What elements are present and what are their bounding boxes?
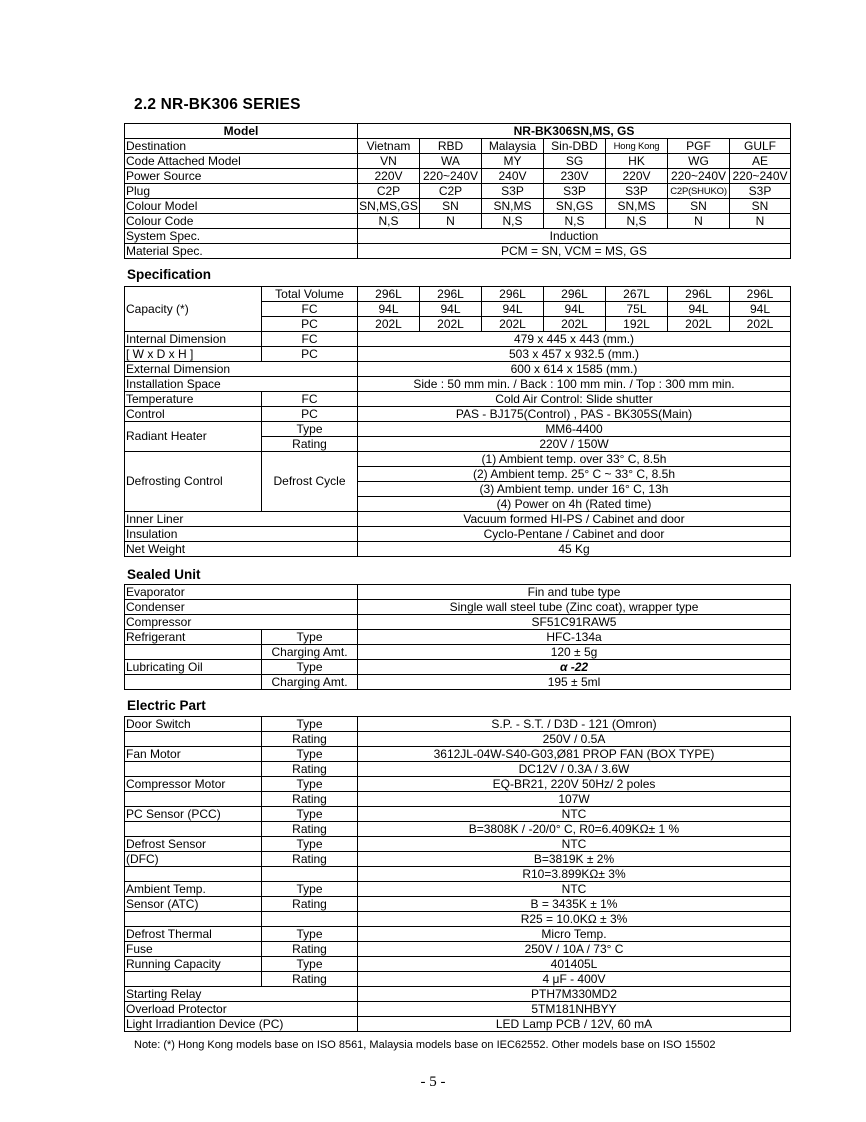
section-heading-specification: Specification bbox=[127, 267, 212, 282]
row-sublabel-empty bbox=[262, 912, 358, 927]
row-label: Light Irradiantion Device (PC) bbox=[125, 1017, 358, 1032]
row-value: Cyclo-Pentane / Cabinet and door bbox=[358, 527, 791, 542]
table-row bbox=[125, 630, 791, 645]
cell: 94L bbox=[420, 302, 482, 317]
row-value: 600 x 614 x 1585 (mm.) bbox=[358, 362, 791, 377]
cell: SN bbox=[730, 199, 791, 214]
row-label-empty bbox=[125, 912, 262, 927]
row-label: Defrosting Control bbox=[125, 452, 262, 512]
row-label: Fan Motor bbox=[125, 747, 262, 762]
row-value: (3) Ambient temp. under 16° C, 13h bbox=[358, 482, 791, 497]
row-value: 503 x 457 x 932.5 (mm.) bbox=[358, 347, 791, 362]
row-value: 401405L bbox=[358, 957, 791, 972]
row-value: 250V / 0.5A bbox=[358, 732, 791, 747]
row-label: Defrost Sensor bbox=[125, 837, 262, 852]
row-sublabel: Type bbox=[262, 717, 358, 732]
cell: 202L bbox=[420, 317, 482, 332]
electric-part-table bbox=[124, 716, 791, 1032]
table-row bbox=[125, 377, 791, 392]
row-label: Door Switch bbox=[125, 717, 262, 732]
row-value: SF51C91RAW5 bbox=[358, 615, 791, 630]
row-label-empty bbox=[125, 867, 262, 882]
cell: 202L bbox=[482, 317, 544, 332]
row-value: 120 ± 5g bbox=[358, 645, 791, 660]
table-row bbox=[125, 585, 791, 600]
cell: PGF bbox=[668, 139, 730, 154]
model-header-value: NR-BK306SN,MS, GS bbox=[358, 124, 791, 139]
row-value: R25 = 10.0KΩ ± 3% bbox=[358, 912, 791, 927]
cell: N bbox=[730, 214, 791, 229]
row-value: NTC bbox=[358, 807, 791, 822]
cell: 230V bbox=[544, 169, 606, 184]
table-row bbox=[125, 229, 791, 244]
row-sublabel: Type bbox=[262, 882, 358, 897]
cell: C2P bbox=[420, 184, 482, 199]
row-label: Colour Code bbox=[125, 214, 358, 229]
row-sublabel: Rating bbox=[262, 792, 358, 807]
row-sublabel: Rating bbox=[262, 822, 358, 837]
table-row bbox=[125, 762, 791, 777]
row-label: Installation Space bbox=[125, 377, 358, 392]
row-value: (1) Ambient temp. over 33° C, 8.5h bbox=[358, 452, 791, 467]
row-label: External Dimension bbox=[125, 362, 358, 377]
table-row bbox=[125, 987, 791, 1002]
row-sublabel: PC bbox=[262, 347, 358, 362]
cell: VN bbox=[358, 154, 420, 169]
cell: MY bbox=[482, 154, 544, 169]
cell: N,S bbox=[544, 214, 606, 229]
table-row bbox=[125, 942, 791, 957]
row-label: Capacity (*) bbox=[125, 287, 262, 332]
row-label: Power Source bbox=[125, 169, 358, 184]
cell: Hong Kong bbox=[606, 139, 668, 154]
cell: 94L bbox=[730, 302, 791, 317]
cell: N bbox=[668, 214, 730, 229]
row-sublabel: FC bbox=[262, 302, 358, 317]
cell: SN bbox=[668, 199, 730, 214]
cell: SN,GS bbox=[544, 199, 606, 214]
cell: 296L bbox=[668, 287, 730, 302]
row-value: 220V / 150W bbox=[358, 437, 791, 452]
cell: 202L bbox=[358, 317, 420, 332]
row-sublabel: Charging Amt. bbox=[262, 645, 358, 660]
row-value: LED Lamp PCB / 12V, 60 mA bbox=[358, 1017, 791, 1032]
table-row bbox=[125, 675, 791, 690]
table-row bbox=[125, 244, 791, 259]
table-row bbox=[125, 124, 791, 139]
row-value: Fin and tube type bbox=[358, 585, 791, 600]
specification-table bbox=[124, 286, 791, 557]
row-sublabel: Charging Amt. bbox=[262, 675, 358, 690]
row-value: Cold Air Control: Slide shutter bbox=[358, 392, 791, 407]
row-sublabel: Type bbox=[262, 747, 358, 762]
cell: 192L bbox=[606, 317, 668, 332]
row-label: Defrost Thermal bbox=[125, 927, 262, 942]
row-value: HFC-134a bbox=[358, 630, 791, 645]
row-label: Running Capacity bbox=[125, 957, 262, 972]
row-label: Compressor Motor bbox=[125, 777, 262, 792]
row-sublabel: Rating bbox=[262, 437, 358, 452]
table-row bbox=[125, 777, 791, 792]
row-sublabel: Type bbox=[262, 777, 358, 792]
row-label: Control bbox=[125, 407, 262, 422]
table-row bbox=[125, 139, 791, 154]
section-heading-electric-part: Electric Part bbox=[127, 698, 206, 713]
cell: RBD bbox=[420, 139, 482, 154]
row-label: PC Sensor (PCC) bbox=[125, 807, 262, 822]
cell: N,S bbox=[358, 214, 420, 229]
row-label: Lubricating Oil bbox=[125, 660, 262, 675]
row-sublabel: FC bbox=[262, 332, 358, 347]
row-value: 45 Kg bbox=[358, 542, 791, 557]
cell: 240V bbox=[482, 169, 544, 184]
row-sublabel: Rating bbox=[262, 762, 358, 777]
table-row bbox=[125, 732, 791, 747]
row-label: [ W x D x H ] bbox=[125, 347, 262, 362]
cell: N,S bbox=[606, 214, 668, 229]
page-number: - 5 - bbox=[420, 1074, 446, 1090]
cell: 220~240V bbox=[730, 169, 791, 184]
cell: SN,MS,GS bbox=[359, 198, 418, 213]
table-row bbox=[125, 407, 791, 422]
row-value: EQ-BR21, 220V 50Hz/ 2 poles bbox=[358, 777, 791, 792]
row-sublabel: FC bbox=[262, 392, 358, 407]
row-label-empty bbox=[125, 675, 262, 690]
table-row bbox=[125, 645, 791, 660]
row-label-empty bbox=[125, 645, 262, 660]
cell: 94L bbox=[544, 302, 606, 317]
cell: C2P(SHUKO) bbox=[668, 184, 730, 199]
row-label-empty bbox=[125, 972, 262, 987]
row-value: 4 μF - 400V bbox=[358, 972, 791, 987]
page-title: 2.2 NR-BK306 SERIES bbox=[134, 96, 301, 113]
row-label: Refrigerant bbox=[125, 630, 262, 645]
table-row bbox=[125, 927, 791, 942]
row-value: PAS - BJ175(Control) , PAS - BK305S(Main) bbox=[358, 407, 791, 422]
row-value: Vacuum formed HI-PS / Cabinet and door bbox=[358, 512, 791, 527]
table-row bbox=[125, 154, 791, 169]
row-label: Inner Liner bbox=[125, 512, 358, 527]
row-value: R10=3.899KΩ± 3% bbox=[358, 867, 791, 882]
cell: GULF bbox=[730, 139, 791, 154]
cell: 202L bbox=[730, 317, 791, 332]
row-sublabel: PC bbox=[262, 317, 358, 332]
cell: 220V bbox=[606, 169, 668, 184]
row-sublabel: Rating bbox=[262, 732, 358, 747]
cell: 75L bbox=[606, 302, 668, 317]
row-value: DC12V / 0.3A / 3.6W bbox=[358, 762, 791, 777]
row-sublabel: Type bbox=[262, 660, 358, 675]
table-row bbox=[125, 184, 791, 199]
table-row bbox=[125, 882, 791, 897]
table-row bbox=[125, 747, 791, 762]
row-label: Radiant Heater bbox=[125, 422, 262, 452]
row-value: 5TM181NHBYY bbox=[358, 1002, 791, 1017]
table-row bbox=[125, 600, 791, 615]
cell: SG bbox=[544, 154, 606, 169]
row-value: α -22 bbox=[358, 660, 791, 675]
cell: 296L bbox=[544, 287, 606, 302]
table-row bbox=[125, 807, 791, 822]
row-label: Overload Protector bbox=[125, 1002, 358, 1017]
row-label-empty bbox=[125, 732, 262, 747]
row-label: Starting Relay bbox=[125, 987, 358, 1002]
row-value: NTC bbox=[358, 882, 791, 897]
table-row bbox=[125, 347, 791, 362]
row-label-empty bbox=[125, 762, 262, 777]
row-value: PTH7M330MD2 bbox=[358, 987, 791, 1002]
cell: N,S bbox=[482, 214, 544, 229]
cell: Sin-DBD bbox=[544, 139, 606, 154]
row-sublabel: Type bbox=[262, 422, 358, 437]
table-row bbox=[125, 512, 791, 527]
row-value: 3612JL-04W-S40-G03,Ø81 PROP FAN (BOX TYPE) bbox=[358, 747, 791, 762]
cell: 220V bbox=[358, 169, 420, 184]
cell: Vietnam bbox=[358, 139, 420, 154]
row-label: Fuse bbox=[125, 942, 262, 957]
row-label: Insulation bbox=[125, 527, 358, 542]
row-sublabel: Rating bbox=[262, 852, 358, 867]
row-label: Sensor (ATC) bbox=[125, 897, 262, 912]
cell: 296L bbox=[482, 287, 544, 302]
row-value: PCM = SN, VCM = MS, GS bbox=[358, 244, 791, 259]
row-value: 250V / 10A / 73° C bbox=[358, 942, 791, 957]
cell: 94L bbox=[668, 302, 730, 317]
row-label-empty bbox=[125, 822, 262, 837]
cell: 202L bbox=[544, 317, 606, 332]
table-row bbox=[125, 912, 791, 927]
table-row bbox=[125, 660, 791, 675]
table-row bbox=[125, 199, 791, 214]
row-sublabel: PC bbox=[262, 407, 358, 422]
row-value: B=3819K ± 2% bbox=[358, 852, 791, 867]
row-label: Ambient Temp. bbox=[125, 882, 262, 897]
table-row bbox=[125, 527, 791, 542]
row-value: B=3808K / -20/0° C, R0=6.409KΩ± 1 % bbox=[358, 822, 791, 837]
row-sublabel: Type bbox=[262, 837, 358, 852]
cell: Malaysia bbox=[482, 139, 544, 154]
row-sublabel: Type bbox=[262, 630, 358, 645]
cell: HK bbox=[606, 154, 668, 169]
table-row bbox=[125, 452, 791, 467]
row-label: Colour Model bbox=[125, 199, 358, 214]
section-heading-sealed-unit: Sealed Unit bbox=[127, 567, 201, 582]
table-row bbox=[125, 615, 791, 630]
cell: 202L bbox=[668, 317, 730, 332]
cell: AE bbox=[730, 154, 791, 169]
row-sublabel: Defrost Cycle bbox=[262, 452, 358, 512]
cell: 94L bbox=[358, 302, 420, 317]
row-value: B = 3435K ± 1% bbox=[358, 897, 791, 912]
row-value: S.P. - S.T. / D3D - 121 (Omron) bbox=[358, 717, 791, 732]
row-sublabel: Type bbox=[262, 927, 358, 942]
table-row bbox=[125, 1017, 791, 1032]
row-sublabel: Rating bbox=[262, 942, 358, 957]
row-label: Internal Dimension bbox=[125, 332, 262, 347]
cell: 296L bbox=[420, 287, 482, 302]
cell: SN bbox=[420, 199, 482, 214]
table-row bbox=[125, 957, 791, 972]
row-sublabel: Type bbox=[262, 807, 358, 822]
row-value: Micro Temp. bbox=[358, 927, 791, 942]
table-row bbox=[125, 542, 791, 557]
row-value: 107W bbox=[358, 792, 791, 807]
row-label: Compressor bbox=[125, 615, 358, 630]
row-sublabel: Rating bbox=[262, 972, 358, 987]
row-value: 479 x 445 x 443 (mm.) bbox=[358, 332, 791, 347]
table-row bbox=[125, 392, 791, 407]
row-label-empty bbox=[125, 792, 262, 807]
row-label: Condenser bbox=[125, 600, 358, 615]
cell: 220~240V bbox=[420, 169, 482, 184]
table-row bbox=[125, 287, 791, 302]
cell: S3P bbox=[482, 184, 544, 199]
table-row bbox=[125, 792, 791, 807]
sealed-unit-table bbox=[124, 584, 791, 690]
table-row bbox=[125, 332, 791, 347]
row-sublabel: Total Volume bbox=[262, 287, 358, 302]
cell: 296L bbox=[358, 287, 420, 302]
table-row bbox=[125, 852, 791, 867]
table-row bbox=[125, 214, 791, 229]
row-value: (4) Power on 4h (Rated time) bbox=[358, 497, 791, 512]
row-value: NTC bbox=[358, 837, 791, 852]
row-label: Destination bbox=[125, 139, 358, 154]
table-row bbox=[125, 1002, 791, 1017]
footnote: Note: (*) Hong Kong models base on ISO 8561, Malaysia models base on IEC62552. Other models base on ISO 15502 bbox=[134, 1039, 716, 1051]
table-row bbox=[125, 897, 791, 912]
cell: 220~240V bbox=[668, 169, 730, 184]
table-row bbox=[125, 362, 791, 377]
cell: 267L bbox=[606, 287, 668, 302]
cell: SN,MS bbox=[606, 199, 668, 214]
cell: SN,MS bbox=[482, 199, 544, 214]
row-value: 195 ± 5ml bbox=[358, 675, 791, 690]
table-row bbox=[125, 822, 791, 837]
row-label: Material Spec. bbox=[125, 244, 358, 259]
cell: C2P bbox=[358, 184, 420, 199]
row-sublabel: Rating bbox=[262, 897, 358, 912]
row-value: (2) Ambient temp. 25° C ~ 33° C, 8.5h bbox=[358, 467, 791, 482]
cell: S3P bbox=[730, 184, 791, 199]
table-row bbox=[125, 972, 791, 987]
row-label: Evaporator bbox=[125, 585, 358, 600]
row-value: Induction bbox=[358, 229, 791, 244]
row-label: Code Attached Model bbox=[125, 154, 358, 169]
row-sublabel: Type bbox=[262, 957, 358, 972]
row-label: System Spec. bbox=[125, 229, 358, 244]
cell: 94L bbox=[482, 302, 544, 317]
row-sublabel-empty bbox=[262, 867, 358, 882]
cell: WG bbox=[668, 154, 730, 169]
table-row bbox=[125, 169, 791, 184]
model-table bbox=[124, 123, 791, 259]
row-label: Plug bbox=[125, 184, 358, 199]
cell: WA bbox=[420, 154, 482, 169]
cell: 296L bbox=[730, 287, 791, 302]
row-label: Temperature bbox=[125, 392, 262, 407]
row-label: Net Weight bbox=[125, 542, 358, 557]
model-header-label: Model bbox=[125, 124, 358, 139]
row-value: Side : 50 mm min. / Back : 100 mm min. / Top : 300 mm min. bbox=[358, 377, 791, 392]
table-row bbox=[125, 867, 791, 882]
row-value: Single wall steel tube (Zinc coat), wrapper type bbox=[358, 600, 791, 615]
row-value: MM6-4400 bbox=[358, 422, 791, 437]
cell: S3P bbox=[544, 184, 606, 199]
table-row bbox=[125, 837, 791, 852]
table-row bbox=[125, 717, 791, 732]
cell: S3P bbox=[606, 184, 668, 199]
cell: N bbox=[420, 214, 482, 229]
table-row bbox=[125, 422, 791, 437]
row-label: (DFC) bbox=[125, 852, 262, 867]
